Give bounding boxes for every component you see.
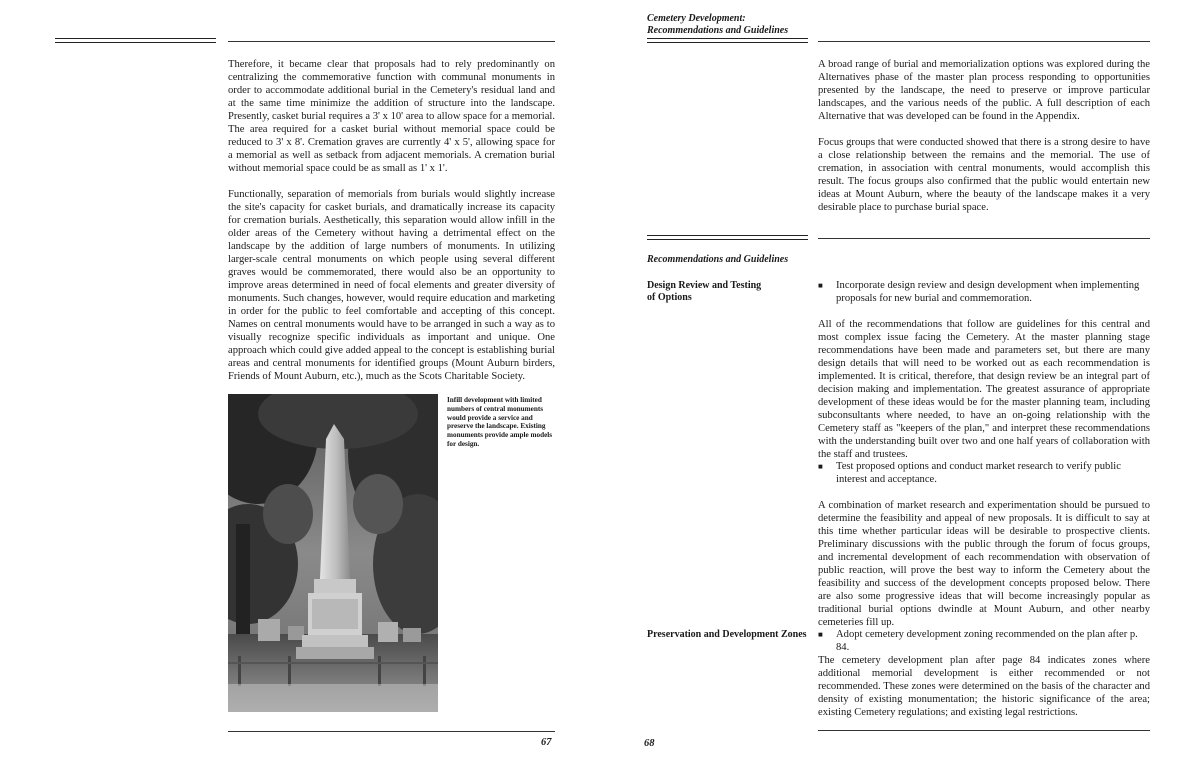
photo-caption: Infill development with limited numbers of central monuments would provide a service and preserve the landscape. Existing monuments provide ample models for design.: [447, 396, 553, 448]
left-paragraph-2: Functionally, separation of memorials from burials would slightly increase the site's capacity for casket burials, and dramatically increase its capacity for cremation burials. Aesthetically, this separation would allow infill in the older areas of the Cemetery without having a detrimental effect on the landscape by the addition of large numbers of monuments. In utilizing larger-scale central monuments on which people using several different graves would be commemorated, there would also be an opportunity to improve areas determined in need of focal elements and greater diversity of monuments. Such changes, however, would require education and marketing in order for the public to feel comfortable and accepting of this concept. Names on central monuments would have to be arranged in such a way as to visually recognize specific individuals as important and unique. One approach which could give added appeal to the concept is establishing burial areas and central monuments for identified groups (Mount Auburn birders, Friends of Mount Auburn, etc.), much as the Scots Charitable Society.: [228, 189, 555, 382]
bullet-text-2: Test proposed options and conduct market research to verify public interest and acceptance.: [836, 461, 1121, 485]
sidehead-design-line-2: of Options: [647, 292, 692, 303]
paragraph-market-block: [818, 499, 1150, 642]
paragraph-zones-block: [818, 654, 1150, 732]
running-head-line-2: Recommendations and Guidelines: [647, 25, 789, 36]
left-top-double-rule: [55, 38, 216, 43]
bullet-square-icon: ■: [818, 462, 823, 471]
intro-paragraph-2: Focus groups that were conducted showed that there is a strong desire to have a close relationship between the remains and the memorial. The use of cremation, in association with central monuments, would accomplish this result. The focus groups also confirmed that the public would entertain new ideas at Mount Auburn, where the beauty of the landscape makes it a very desirable place to purchase burial space.: [818, 137, 1150, 213]
running-head: [647, 13, 788, 37]
right-top-rule: [818, 41, 1150, 42]
bullet-square-icon: ■: [818, 630, 823, 639]
bullet-square-icon: ■: [818, 281, 823, 290]
paragraph-zones: The cemetery development plan after page 84 indicates zones where additional memorial development is either recommended or not recommended. These zones were determined on the basis of the character and density of existing monumentation; the historic significance of the area; existing Cemetery regulations; and existing legal restrictions.: [818, 655, 1150, 718]
section-heading: Recommendations and Guidelines: [647, 254, 789, 265]
intro-paragraph-1: A broad range of burial and memorialization options was explored during the Alternatives phase of the master plan process responding to opportunities presented by the landscape, the need to preserve or improve particular landscapes, and the various needs of the public. A full description of each Alternative that was developed can be found in the Appendix.: [818, 59, 1150, 122]
right-intro-text: [818, 58, 1150, 227]
right-page-number: 68: [644, 738, 655, 749]
obelisk-photo-illustration: [228, 394, 438, 712]
sidehead-zones: Preservation and Development Zones: [647, 629, 807, 640]
section-double-rule: [647, 235, 808, 240]
section-rule: [818, 238, 1150, 239]
paragraph-design: All of the recommendations that follow are guidelines for this central and most complex issue facing the Cemetery. At the master planning stage recommendations have been made and parameters set, but there are many design details that will need to be worked out as each recommendation is implemented. It is critical, therefore, that design review be an integral part of decision making and implementation. The greatest assurance of appropriate development of these ideas would be for the master planning team, including subconsultants where needed, to have an on-going relationship with the Cemetery staff as "keepers of the plan," and interpret these recommendations with the understanding built over two and one half years of collaboration with the staff and trustees.: [818, 319, 1150, 460]
paragraph-design-block: [818, 318, 1150, 474]
obelisk-monument-photo: [228, 394, 438, 712]
right-top-double-rule: [647, 38, 808, 43]
left-page-number: 67: [541, 737, 552, 748]
left-top-rule: [228, 41, 555, 42]
sidehead-design-review: [647, 280, 761, 304]
left-paragraph-1: Therefore, it became clear that proposals had to rely predominantly on centralizing the commemorative function with communal monuments in order to accommodate additional burial in the Cemetery's residual land and at the same time minimize the addition of structure into the landscape. Presently, casket burial requires a 3' x 10' area to allow space for a memorial. The area required for a casket burial without memorial space could be reduced to 3' x 8'. Cremation graves are currently 4' x 5', allowing space for a memorial as well as setback from adjacent memorials. A cremation burial without memorial space could be as small as 1' x 1'.: [228, 59, 555, 174]
bullet-text-1: Incorporate design review and design development when implementing proposals for new burial and commemoration.: [836, 280, 1140, 304]
sidehead-design-line-1: Design Review and Testing: [647, 280, 762, 291]
left-body-text: [228, 58, 555, 396]
left-bottom-rule: [228, 731, 555, 732]
right-bottom-rule: [818, 730, 1150, 731]
running-head-line-1: Cemetery Development:: [647, 13, 746, 24]
bullet-text-3: Adopt cemetery development zoning recommended on the plan after p. 84.: [836, 629, 1138, 653]
paragraph-market: A combination of market research and experimentation should be pursued to determine the feasibility and appeal of new proposals. It is difficult to say at this time whether particular ideas will be desirable to prospective clients. Preliminary discussions with the public through the forum of focus groups, and incremental development of each recommendation with observation of public reaction, will prove the best way to inform the Cemetery about the feasibility and success of the development concepts proposed below. There are also some progressive ideas that will become increasingly popular as traditional burial options dwindle at Mount Auburn, and other nearby cemeteries fill up.: [818, 500, 1150, 628]
